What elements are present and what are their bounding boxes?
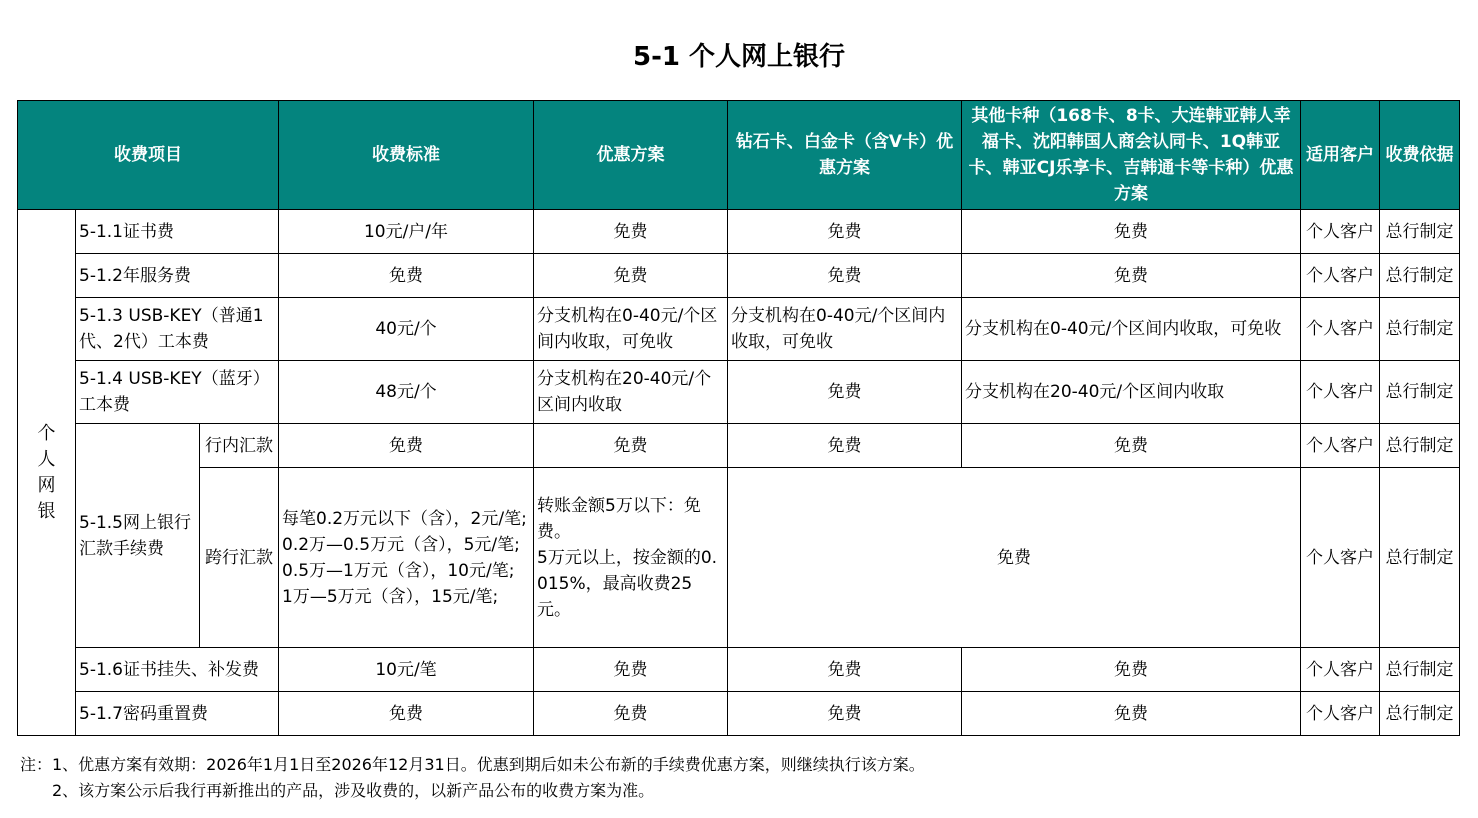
fee-item: 5-1.3 USB-KEY（普通1代、2代）工本费 (76, 298, 279, 361)
fee-diamond: 免费 (728, 648, 962, 692)
fee-item: 5-1.4 USB-KEY（蓝牙）工本费 (76, 361, 279, 424)
fee-customer: 个人客户 (1301, 648, 1380, 692)
fee-basis: 总行制定 (1380, 424, 1460, 468)
header-customer: 适用客户 (1301, 101, 1380, 210)
standard-line: 1万—5万元（含），15元/笔; (282, 586, 499, 607)
fee-discount: 分支机构在20-40元/个区间内收取 (534, 361, 728, 424)
fee-discount: 分支机构在0-40元/个区间内收取，可免收 (534, 298, 728, 361)
fee-discount: 免费 (534, 692, 728, 736)
notes (20, 752, 925, 804)
fee-diamond: 免费 (728, 424, 962, 468)
fee-discount: 免费 (534, 648, 728, 692)
fee-standard: 10元/笔 (279, 648, 534, 692)
category-char: 银 (37, 500, 56, 522)
category-cell (18, 210, 76, 736)
fee-other: 分支机构在0-40元/个区间内收取，可免收 (962, 298, 1301, 361)
fee-standard: 免费 (279, 692, 534, 736)
fee-other: 免费 (962, 254, 1301, 298)
table-row (18, 424, 1460, 468)
fee-customer: 个人客户 (1301, 468, 1380, 648)
fee-customer: 个人客户 (1301, 210, 1380, 254)
standard-line: 每笔0.2万元以下（含），2元/笔; (282, 508, 527, 529)
table-row (18, 692, 1460, 736)
standard-line: 0.2万—0.5万元（含），5元/笔; (282, 534, 520, 555)
fee-basis: 总行制定 (1380, 468, 1460, 648)
page-title: 5-1 个人网上银行 (632, 42, 846, 72)
table-row (18, 468, 1460, 648)
fee-subitem: 跨行汇款 (200, 468, 279, 648)
fee-other: 免费 (962, 648, 1301, 692)
fee-subitem: 行内汇款 (200, 424, 279, 468)
fee-discount (534, 468, 728, 648)
fee-other: 分支机构在20-40元/个区间内收取 (962, 361, 1301, 424)
fee-basis: 总行制定 (1380, 254, 1460, 298)
fee-item: 5-1.7密码重置费 (76, 692, 279, 736)
fee-basis: 总行制定 (1380, 361, 1460, 424)
note-1: 注：1、优惠方案有效期：2026年1月1日至2026年12月31日。优惠到期后如未公布新的手续费优惠方案，则继续执行该方案。 (20, 755, 925, 774)
header-discount: 优惠方案 (534, 101, 728, 210)
fee-customer: 个人客户 (1301, 361, 1380, 424)
fee-standard: 10元/户/年 (279, 210, 534, 254)
fee-other: 免费 (962, 210, 1301, 254)
fee-standard: 免费 (279, 424, 534, 468)
fee-customer: 个人客户 (1301, 298, 1380, 361)
fee-diamond: 免费 (728, 361, 962, 424)
table-row (18, 298, 1460, 361)
header-item: 收费项目 (18, 101, 279, 210)
fee-basis: 总行制定 (1380, 210, 1460, 254)
fee-item: 5-1.6证书挂失、补发费 (76, 648, 279, 692)
fee-basis: 总行制定 (1380, 692, 1460, 736)
fee-item: 5-1.1证书费 (76, 210, 279, 254)
fee-standard: 40元/个 (279, 298, 534, 361)
category-char: 网 (37, 474, 56, 496)
fee-diamond: 免费 (728, 210, 962, 254)
header-standard: 收费标准 (279, 101, 534, 210)
fee-merged: 免费 (728, 468, 1301, 648)
table-row (18, 210, 1460, 254)
fee-discount: 免费 (534, 254, 728, 298)
discount-line: 转账金额5万以下：免费。 (537, 495, 701, 542)
fee-basis: 总行制定 (1380, 648, 1460, 692)
fee-diamond: 免费 (728, 692, 962, 736)
fee-standard: 48元/个 (279, 361, 534, 424)
fee-other: 免费 (962, 424, 1301, 468)
header-basis: 收费依据 (1380, 101, 1460, 210)
fee-item: 5-1.2年服务费 (76, 254, 279, 298)
fee-customer: 个人客户 (1301, 692, 1380, 736)
fee-customer: 个人客户 (1301, 424, 1380, 468)
category-char: 个 (37, 422, 56, 444)
fee-standard: 免费 (279, 254, 534, 298)
fee-discount: 免费 (534, 210, 728, 254)
category-char: 人 (37, 448, 56, 470)
note-2: 2、该方案公示后我行再新推出的产品，涉及收费的，以新产品公布的收费方案为准。 (52, 781, 655, 800)
header-row (18, 101, 1460, 210)
fee-table (17, 100, 1460, 736)
fee-item: 5-1.5网上银行汇款手续费 (76, 424, 200, 648)
fee-customer: 个人客户 (1301, 254, 1380, 298)
discount-line: 5万元以上，按金额的0.015%，最高收费25元。 (537, 547, 718, 620)
fee-other: 免费 (962, 692, 1301, 736)
header-other: 其他卡种（168卡、8卡、大连韩亚韩人幸福卡、沈阳韩国人商会认同卡、1Q韩亚卡、韩亚CJ乐享卡、吉韩通卡等卡种）优惠方案 (962, 101, 1301, 210)
standard-line: 0.5万—1万元（含），10元/笔; (282, 560, 515, 581)
fee-discount: 免费 (534, 424, 728, 468)
table-row (18, 648, 1460, 692)
table-row (18, 254, 1460, 298)
fee-diamond: 分支机构在0-40元/个区间内收取，可免收 (728, 298, 962, 361)
fee-diamond: 免费 (728, 254, 962, 298)
header-diamond: 钻石卡、白金卡（含V卡）优惠方案 (728, 101, 962, 210)
fee-basis: 总行制定 (1380, 298, 1460, 361)
fee-standard (279, 468, 534, 648)
table-row (18, 361, 1460, 424)
